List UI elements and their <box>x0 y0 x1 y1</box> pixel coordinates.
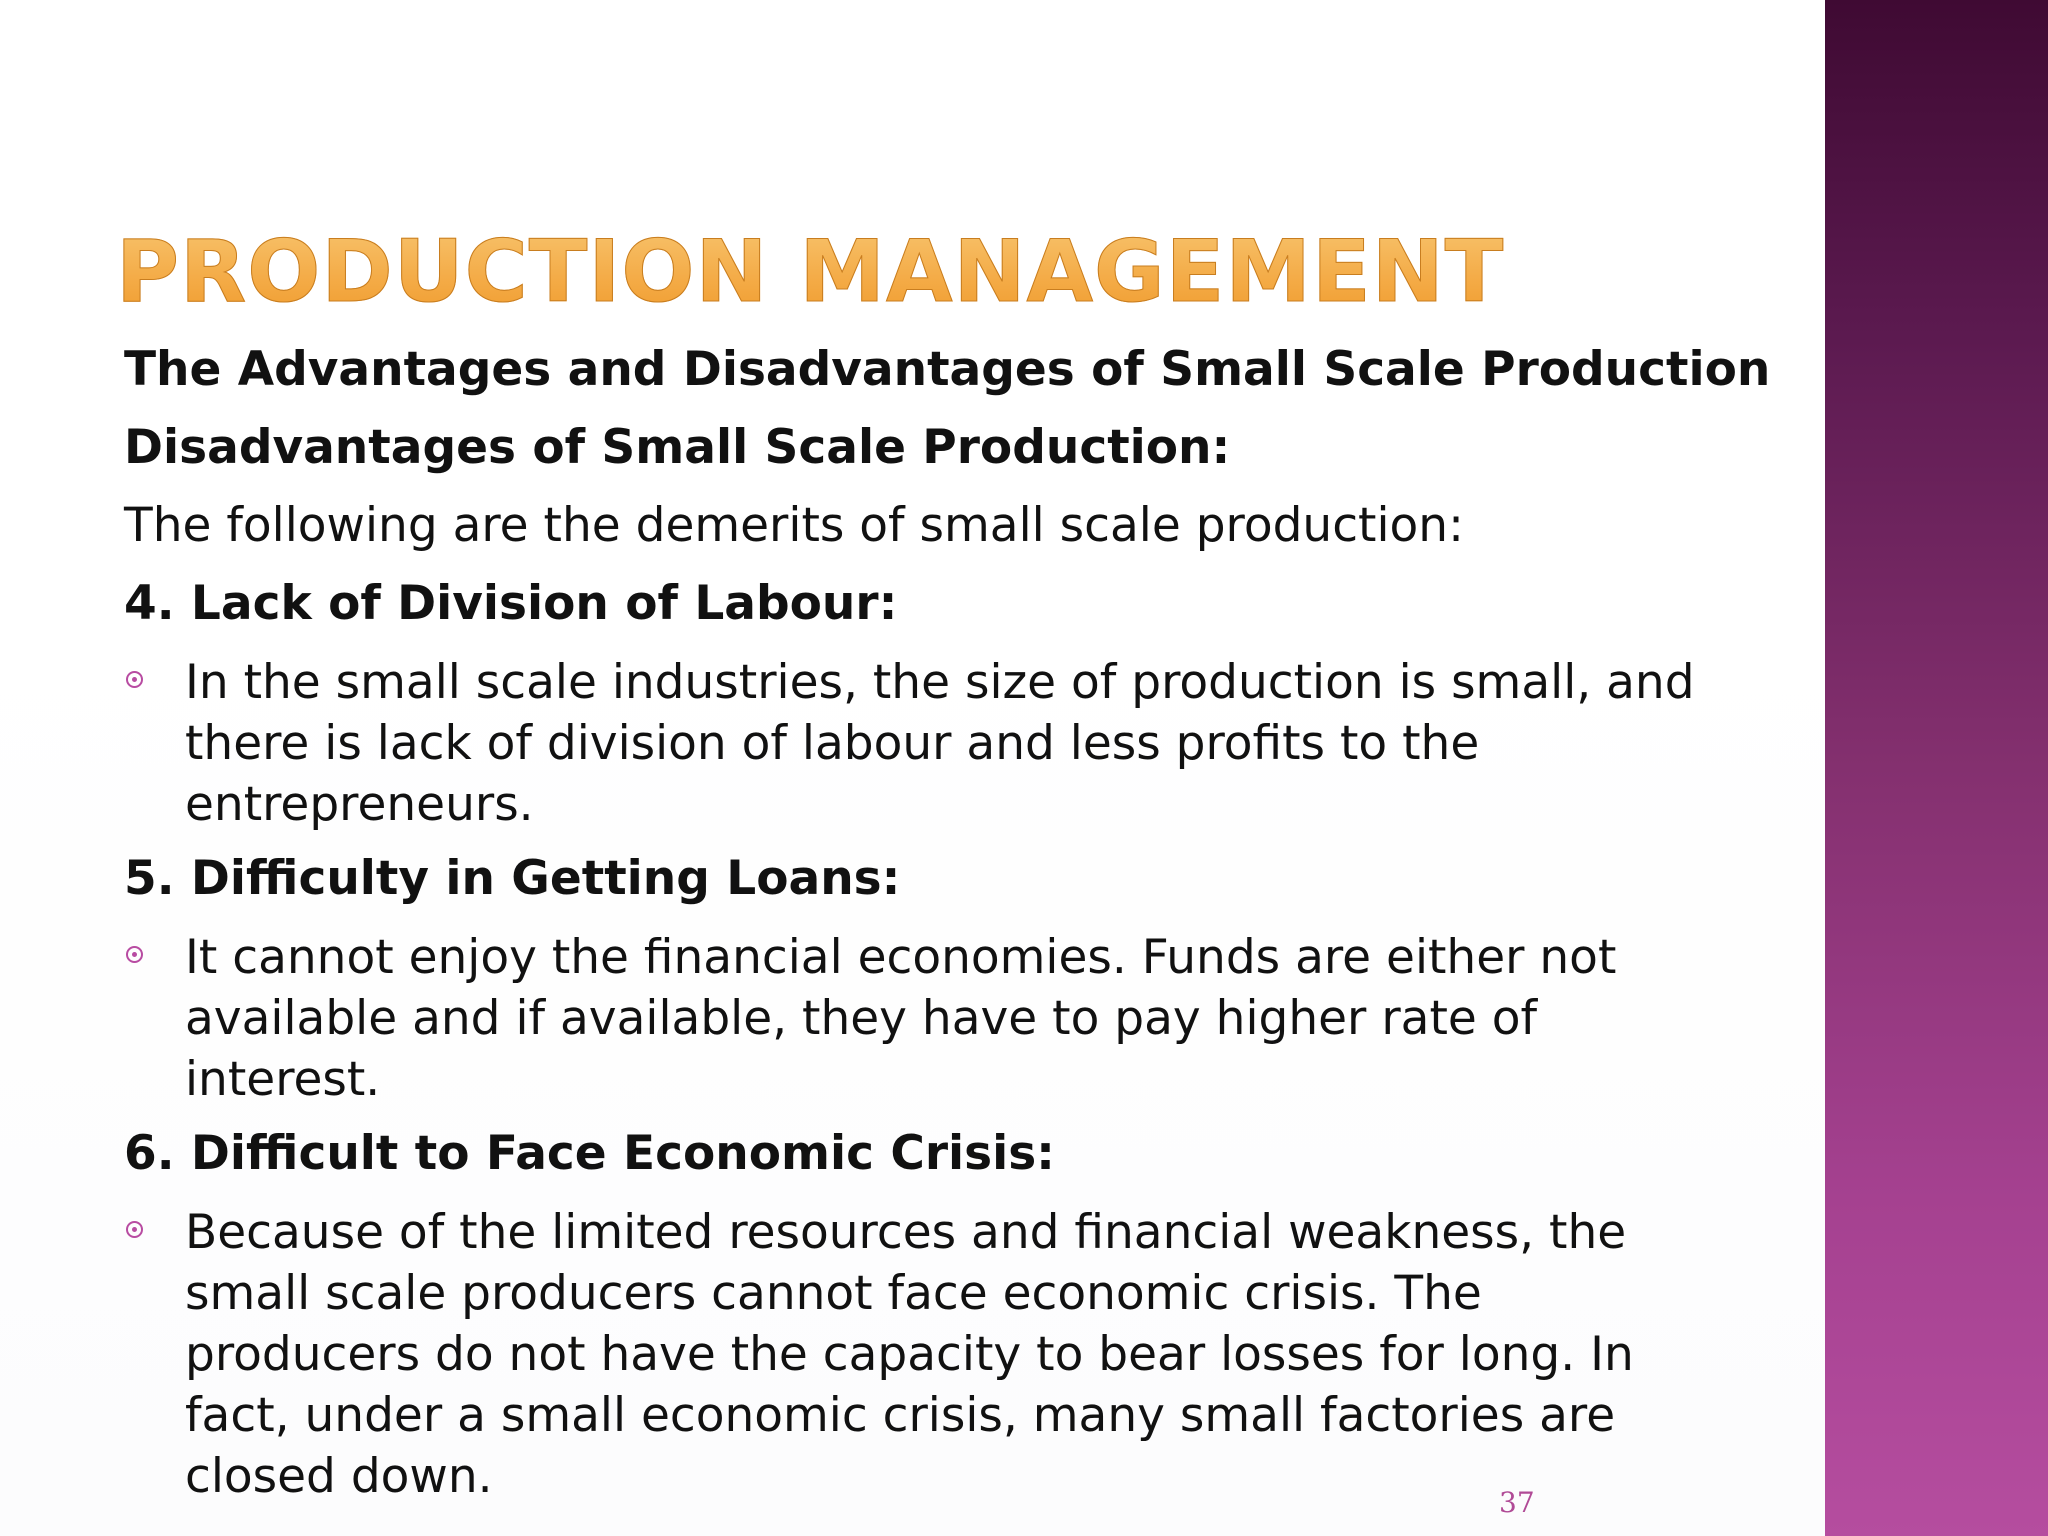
section-heading-difficulty-in-getting-loans: 5. Difficulty in Getting Loans: <box>124 851 901 906</box>
section-heading-lack-of-division-of-labour: 4. Lack of Division of Labour: <box>124 576 898 631</box>
bullet-text: Because of the limited resources and financial weakness, the small scale producers cannot face economic crisis. The producers do not have the capacity to bear losses for long. In fact, under a small economic crisis, many small factories are closed down. <box>185 1205 1634 1504</box>
circled-dot-bullet-icon <box>126 671 143 688</box>
intro-text: The following are the demerits of small scale production: <box>124 498 1464 553</box>
slide-content <box>124 340 1771 1525</box>
decorative-side-band <box>1825 0 2048 1536</box>
slide-title: PRODUCTION MANAGEMENT <box>116 222 1505 322</box>
slide-heading: The Advantages and Disadvantages of Small Scale Production <box>124 342 1771 397</box>
page-number: 37 <box>1499 1486 1535 1519</box>
bullet-item-difficulty-in-getting-loans <box>124 927 1724 1110</box>
bullet-item-lack-of-division-of-labour <box>124 652 1724 835</box>
slide-subheading: Disadvantages of Small Scale Production: <box>124 420 1231 475</box>
section-heading-difficult-to-face-economic-crisis: 6. Difficult to Face Economic Crisis: <box>124 1126 1055 1181</box>
circled-dot-bullet-icon <box>126 946 143 963</box>
bullet-item-difficult-to-face-economic-crisis <box>124 1202 1724 1507</box>
bullet-text: It cannot enjoy the financial economies. Funds are either not available and if available, they have to pay higher rate of interest. <box>185 930 1617 1107</box>
bullet-text: In the small scale industries, the size of production is small, and there is lack of division of labour and less profits to the entrepreneurs. <box>185 655 1695 832</box>
circled-dot-bullet-icon <box>126 1221 143 1238</box>
